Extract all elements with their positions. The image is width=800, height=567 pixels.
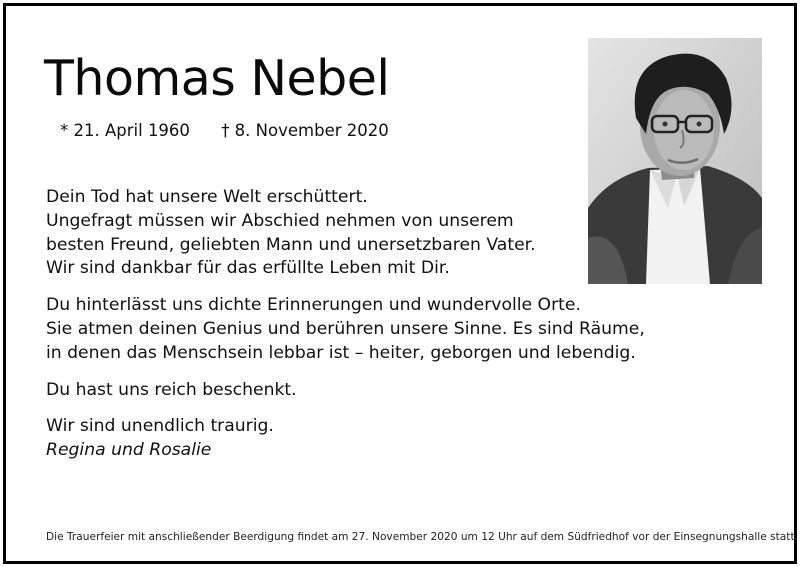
text-line: Ungefragt müssen wir Abschied nehmen von unserem [46, 210, 514, 231]
paragraph [46, 186, 645, 281]
text-line: Sie atmen deinen Genius und berühren unsere Sinne. Es sind Räume, [46, 318, 645, 339]
text-line: Dein Tod hat unsere Welt erschüttert. [46, 187, 368, 207]
life-dates [60, 121, 389, 140]
signature: Regina und Rosalie [46, 440, 212, 461]
text-line: besten Freund, geliebten Mann und unersetzbaren Vater. [46, 234, 536, 255]
paragraph [46, 294, 645, 365]
text-line: Du hast uns reich beschenkt. [46, 379, 297, 400]
notice-text [46, 186, 645, 463]
paragraph [46, 379, 645, 403]
text-line: in denen das Menschsein lebbar ist – heiter, geborgen und lebendig. [46, 342, 636, 363]
deceased-name: Thomas Nebel [44, 50, 390, 107]
text-line: Wir sind dankbar für das erfüllte Leben mit Dir. [46, 258, 450, 279]
closing [46, 415, 645, 463]
birth-date: * 21. April 1960 [60, 121, 190, 140]
text-line: Du hinterlässt uns dichte Erinnerungen und wundervolle Orte. [46, 295, 581, 316]
death-date: † 8. November 2020 [221, 121, 389, 140]
text-line: Wir sind unendlich traurig. [46, 416, 274, 437]
funeral-info: Die Trauerfeier mit anschließender Beerdigung findet am 27. November 2020 um 12 Uhr auf dem Südfriedhof vor der Einsegnungshalle statt. [46, 531, 798, 543]
